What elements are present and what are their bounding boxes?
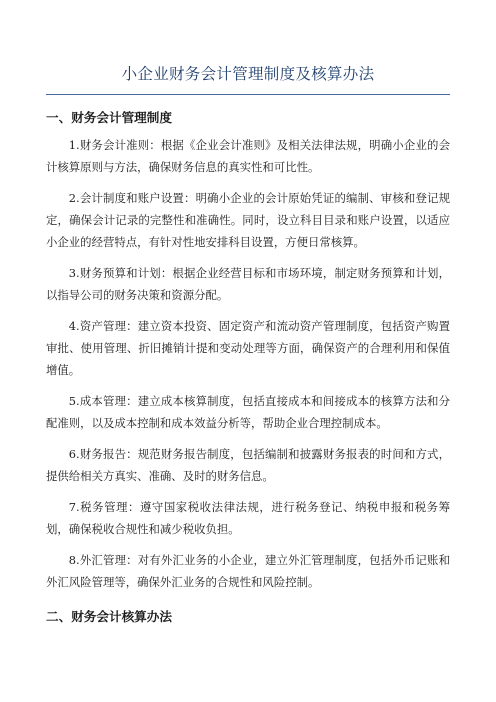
paragraph-5: 5.成本管理：建立成本核算制度，包括直接成本和间接成本的核算方法和分配准则，以及成本控制和成本效益分析等，帮助企业合理控制成本。: [46, 394, 450, 430]
paragraph-1: 1.财务会计准则：根据《企业会计准则》及相关法律法规，明确小企业的会计核算原则与方法，确保财务信息的真实性和可比性。: [46, 138, 450, 174]
title-divider: [46, 94, 450, 95]
paragraph-3: 3.财务预算和计划：根据企业经营目标和市场环境，制定财务预算和计划，以指导公司的财务决策和资源分配。: [46, 266, 450, 302]
paragraph-4: 4.资产管理：建立资本投资、固定资产和流动资产管理制度，包括资产购置审批、使用管理、折旧摊销计提和变动处理等方面，确保资产的合理利用和保值增值。: [46, 319, 450, 377]
paragraph-8: 8.外汇管理：对有外汇业务的小企业，建立外汇管理制度，包括外币记账和外汇风险管理等，确保外汇业务的合规性和风险控制。: [46, 553, 450, 589]
paragraph-6: 6.财务报告：规范财务报告制度，包括编制和披露财务报表的时间和方式，提供给相关方真实、准确、及时的财务信息。: [46, 447, 450, 483]
section-heading-2: 二、财务会计核算办法: [46, 609, 172, 624]
document-title: 小企业财务会计管理制度及核算办法: [121, 65, 375, 83]
section-heading-1: 一、财务会计管理制度: [46, 110, 172, 125]
paragraph-7: 7.税务管理：遵守国家税收法律法规，进行税务登记、纳税申报和税务筹划，确保税收合规性和减少税收负担。: [46, 500, 450, 536]
paragraph-2: 2.会计制度和账户设置：明确小企业的会计原始凭证的编制、审核和登记规定，确保会计记录的完整性和准确性。同时，设立科目目录和账户设置，以适应小企业的经营特点，有针对性地安排科目设置，方便日常核算。: [46, 191, 450, 249]
